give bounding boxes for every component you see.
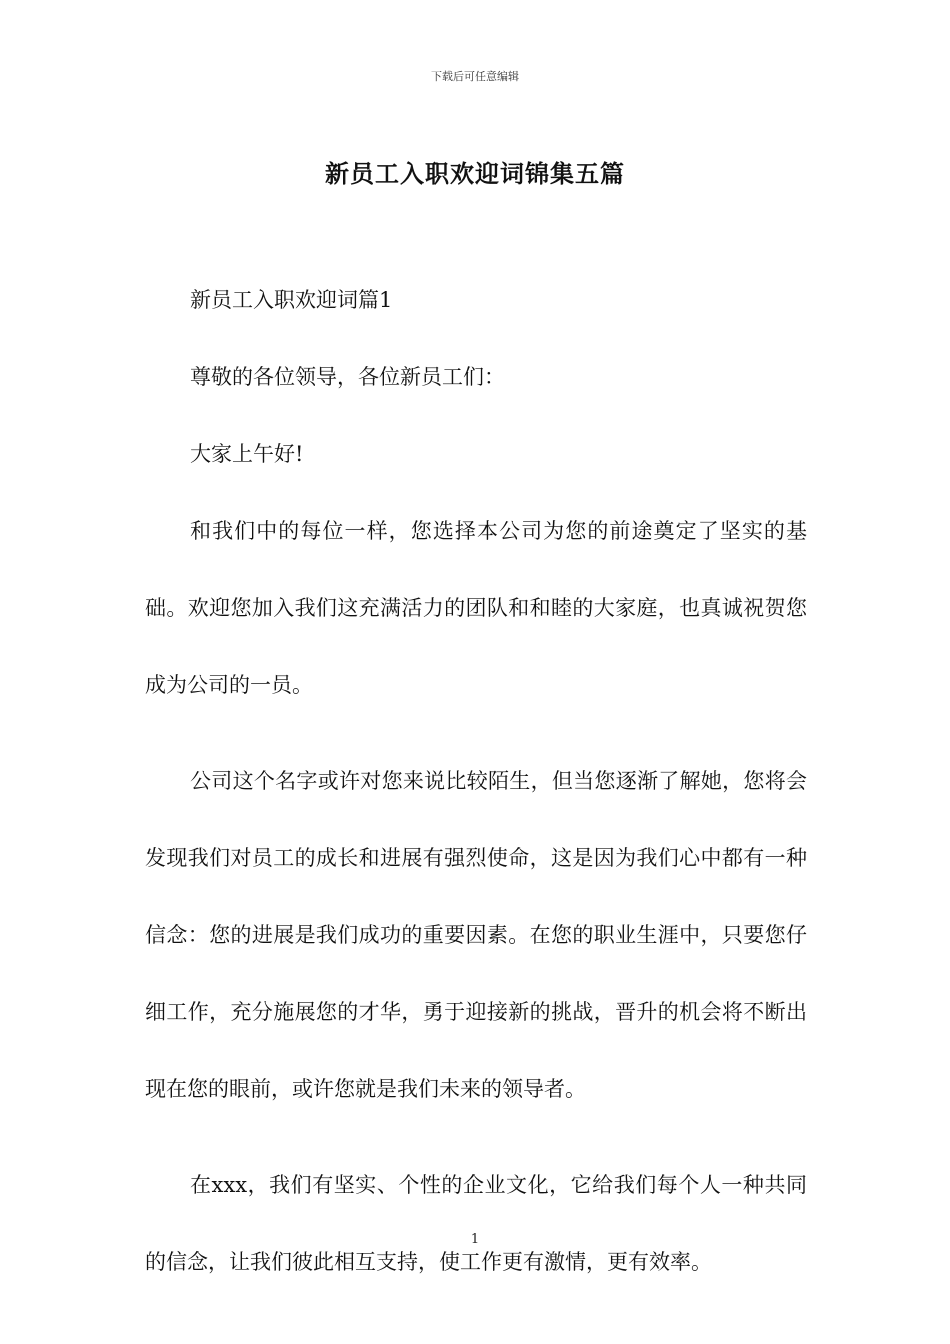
salutation: 尊敬的各位领导，各位新员工们： (190, 365, 505, 389)
header-note: 下载后可任意编辑 (431, 70, 519, 83)
section-heading: 新员工入职欢迎词篇1 (190, 288, 393, 312)
body-paragraph: 在xxx，我们有坚实、个性的企业文化，它给我们每个人一种共同的信念，让我们彼此相互支持，使工作更有激情，更有效率。 (145, 1173, 807, 1274)
body-paragraph: 公司这个名字或许对您来说比较陌生，但当您逐渐了解她，您将会发现我们对员工的成长和进展有强烈使命，这是因为我们心中都有一种信念：您的进展是我们成功的重要因素。在您的职业生涯中，只要您仔细工作，充分施展您的才华，勇于迎接新的挑战，晋升的机会将不断出现在您的眼前，或许您就是我们未来的领导者。 (145, 769, 807, 1101)
greeting: 大家上午好! (190, 442, 304, 466)
body-paragraph: 和我们中的每位一样，您选择本公司为您的前途奠定了坚实的基础。欢迎您加入我们这充满活力的团队和和睦的大家庭，也真诚祝贺您成为公司的一员。 (145, 519, 807, 697)
page-number: 1 (470, 1232, 480, 1247)
document-body (145, 280, 807, 1338)
document-title: 新员工入职欢迎词锦集五篇 (325, 160, 625, 188)
